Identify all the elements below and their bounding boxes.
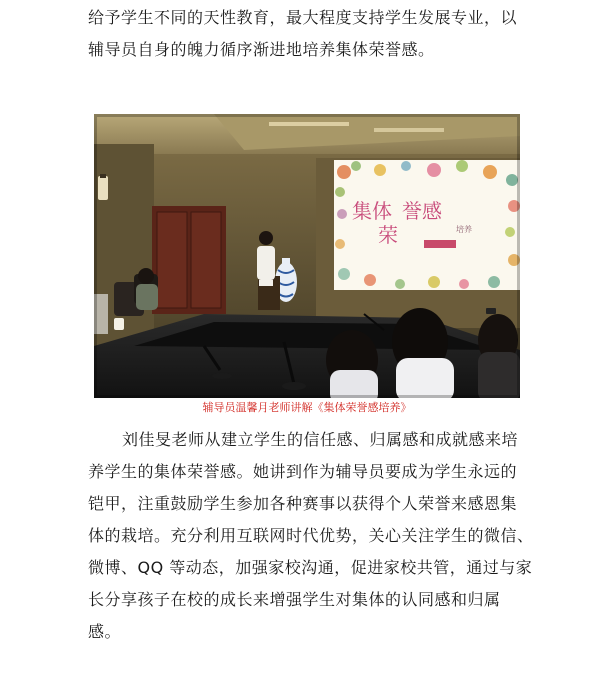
lecture-photo-illustration [94,114,520,398]
paragraph-line: 刘佳旻老师从建立学生的信任感、归属感和成就感来培 [122,430,519,449]
slide-subtitle: 培养 [456,225,472,234]
slide-title-part-2: 荣 [378,223,398,247]
paragraph-line: 铠甲，注重鼓励学生参加各种赛事以获得个人荣誉来感恩集 [88,494,518,513]
photo-caption: 辅导员温馨月老师讲解《集体荣誉感培养》 [202,401,412,414]
paragraph-line: 体的栽培。充分利用互联网时代优势，关心关注学生的微信、 [88,526,534,545]
lecture-photo [94,114,520,398]
paragraph-line: 辅导员自身的魄力循序渐进地培养集体荣誉感。 [88,40,435,59]
paragraph-line: 感。 [88,622,122,641]
paragraph-line: 长分享孩子在校的成长来增强学生对集体的认同感和归属 [88,590,501,609]
slide-title-part-1: 集体 [352,199,392,223]
paragraph-2 [88,424,538,648]
paragraph-line: 养学生的集体荣誉感。她讲到作为辅导员要成为学生永远的 [88,462,518,481]
paragraph-1 [88,2,538,66]
slide-title-part-3: 誉感 [402,199,442,223]
paragraph-line: 微博、QQ 等动态，加强家校沟通，促进家校共管，通过与家 [88,558,533,577]
paragraph-line: 给予学生不同的天性教育，最大程度支持学生发展专业，以 [88,8,518,27]
